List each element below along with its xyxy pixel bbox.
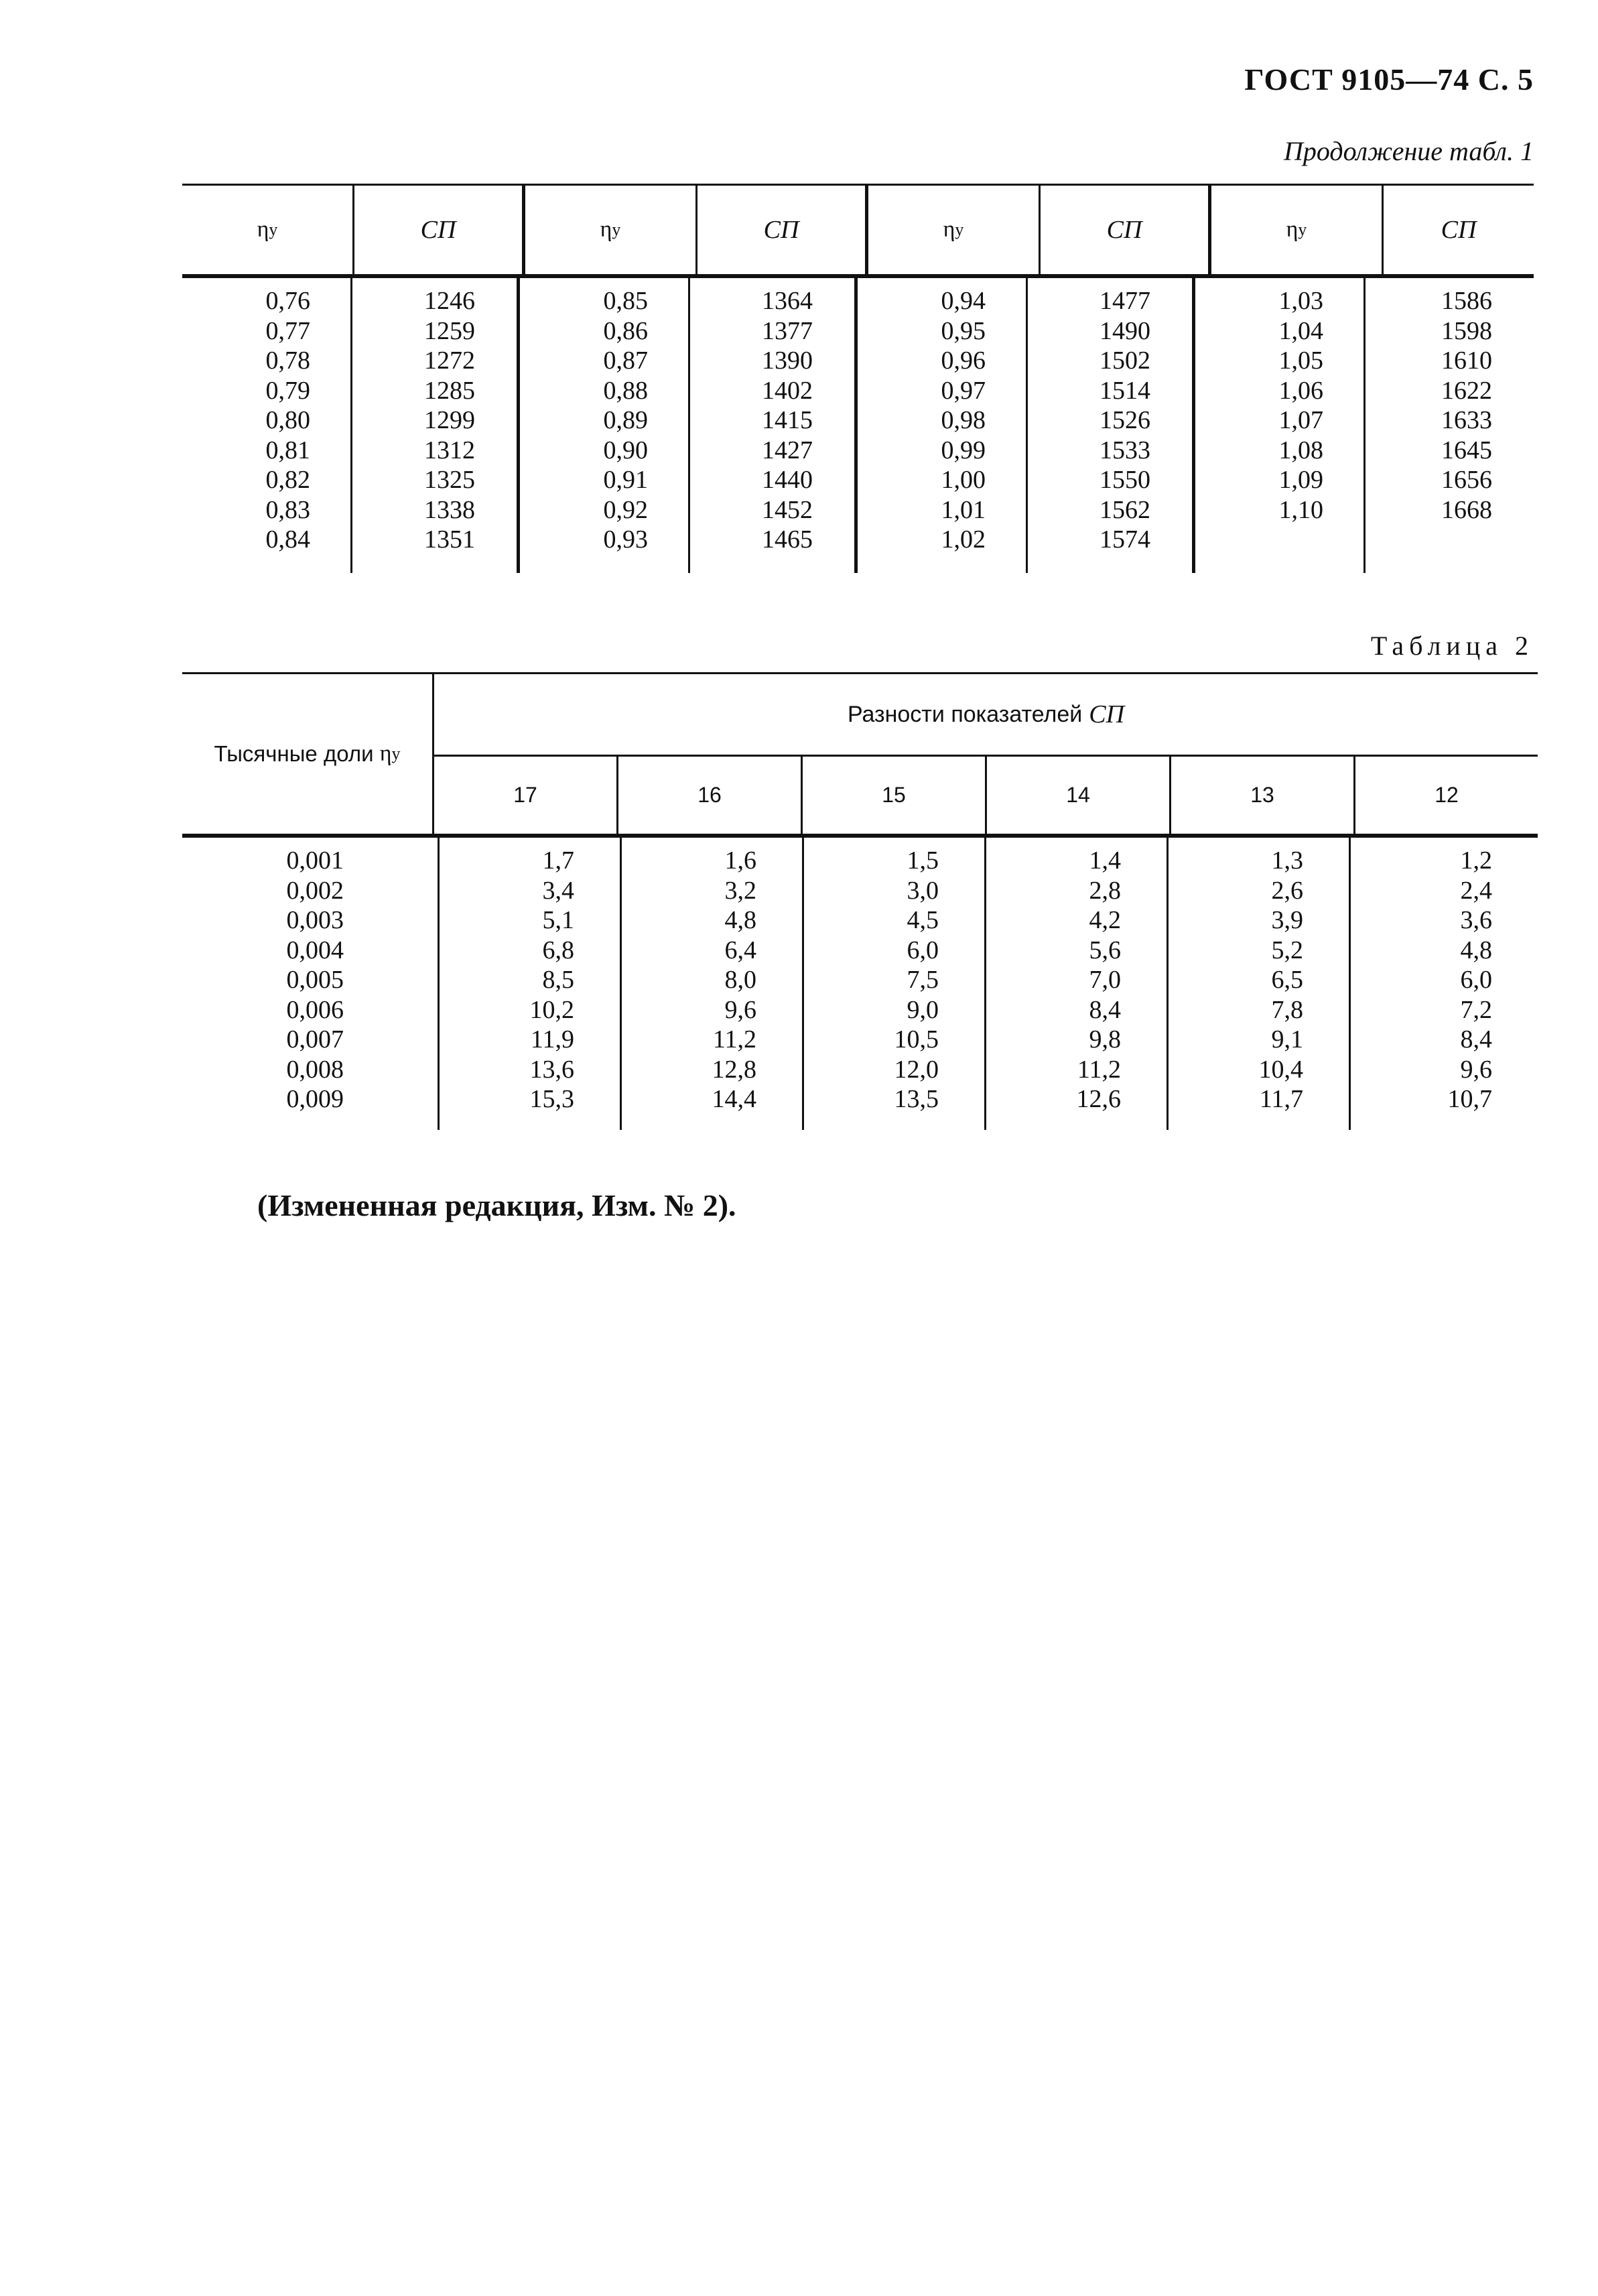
table1-cp-cell: 1427 — [762, 436, 813, 464]
table1-cp-cell: 1574 — [1100, 525, 1150, 554]
table2-row-label: 0,005 — [286, 966, 344, 994]
table2-group-header: Разности показателей СП — [434, 674, 1538, 757]
table1-eta-cell: 0,79 — [265, 376, 310, 405]
table2-row-label: 0,002 — [286, 876, 344, 905]
table1-cp-column — [352, 278, 520, 573]
table1-eta-cell: 0,84 — [265, 525, 310, 554]
table2-value-column — [804, 838, 986, 1130]
table1-eta-cell: 0,80 — [265, 406, 310, 434]
page-header: ГОСТ 9105—74 С. 5 — [1244, 62, 1534, 97]
table2-value-cell: 11,2 — [712, 1025, 756, 1054]
table2-row-label: 0,004 — [286, 936, 344, 964]
table2-value-cell: 13,6 — [529, 1055, 574, 1084]
table1-eta-cell: 0,82 — [265, 466, 310, 494]
table1-continuation-label: Продолжение табл. 1 — [1283, 136, 1534, 166]
table2-value-cell: 10,4 — [1258, 1055, 1303, 1084]
table1-eta-cell: 0,91 — [603, 466, 648, 494]
table2-value-cell: 7,0 — [1089, 966, 1121, 994]
table2-value-column — [440, 838, 622, 1130]
table1-eta-cell: 1,09 — [1278, 466, 1323, 494]
table2-value-cell: 2,4 — [1460, 876, 1492, 905]
table1-cp-cell: 1312 — [424, 436, 475, 464]
table1-eta-column — [520, 278, 690, 573]
table2-header — [182, 672, 1538, 838]
table1-cp-cell: 1526 — [1100, 406, 1150, 434]
table2-value-cell: 9,0 — [907, 995, 939, 1024]
table1-cp-cell: 1586 — [1441, 287, 1492, 315]
table1-cp-cell: 1622 — [1441, 376, 1492, 405]
table1-eta-cell: 1,05 — [1278, 346, 1323, 375]
table1-cp-cell: 1377 — [762, 316, 813, 345]
table1-cp-cell: 1465 — [762, 525, 813, 554]
table2-value-cell: 8,4 — [1089, 995, 1121, 1024]
table2-value-cell: 1,4 — [1089, 846, 1121, 875]
table2-value-cell: 8,5 — [542, 966, 574, 994]
table2-value-cell: 4,8 — [1460, 936, 1492, 964]
table1-cp-cell: 1325 — [424, 466, 475, 494]
table2-column-header: 15 — [803, 757, 987, 834]
table2-value-cell: 5,1 — [542, 906, 574, 934]
table2-value-cell: 9,6 — [724, 995, 756, 1024]
table2-value-cell: 5,6 — [1089, 936, 1121, 964]
table1-eta-cell: 1,07 — [1278, 406, 1323, 434]
table1-cp-cell: 1299 — [424, 406, 475, 434]
table1-eta-cell: 0,92 — [603, 495, 648, 524]
table1-cp-cell: 1610 — [1441, 346, 1492, 375]
table1-cp-cell: 1656 — [1441, 466, 1492, 494]
table1-cp-cell: 1272 — [424, 346, 475, 375]
table1-eta-cell: 0,98 — [941, 406, 986, 434]
table2-value-cell: 3,2 — [724, 876, 756, 905]
table1-eta-cell: 0,96 — [941, 346, 986, 375]
table1-eta-column — [182, 278, 352, 573]
table2-row-label: 0,006 — [286, 995, 344, 1024]
table2-value-cell: 6,0 — [907, 936, 939, 964]
table1-cp-cell: 1390 — [762, 346, 813, 375]
table2-value-cell: 2,8 — [1089, 876, 1121, 905]
table2-value-cell: 10,2 — [529, 995, 574, 1024]
table2-caption: Таблица 2 — [1370, 631, 1534, 661]
table1-cp-cell: 1415 — [762, 406, 813, 434]
header-eta: η у — [868, 186, 1041, 274]
header-eta: η у — [1211, 186, 1384, 274]
header-eta: η у — [182, 186, 354, 274]
table2-value-cell: 14,4 — [712, 1085, 756, 1113]
table1-cp-cell: 1502 — [1100, 346, 1150, 375]
table2-value-cell: 1,3 — [1271, 846, 1303, 875]
table2-value-cell: 13,5 — [894, 1085, 939, 1113]
table1-eta-cell: 0,78 — [265, 346, 310, 375]
table2-row-label: 0,008 — [286, 1055, 344, 1084]
table1-cp-cell: 1402 — [762, 376, 813, 405]
table2-value-cell: 1,2 — [1460, 846, 1492, 875]
table2-value-cell: 7,5 — [907, 966, 939, 994]
table2-row-label: 0,001 — [286, 846, 344, 875]
table1-eta-cell: 1,03 — [1278, 287, 1323, 315]
table1-cp-cell: 1562 — [1100, 495, 1150, 524]
table2-value-cell: 8,0 — [724, 966, 756, 994]
table2-value-column — [1351, 838, 1538, 1130]
table2-column-headers — [434, 757, 1538, 834]
table2-value-column — [1169, 838, 1351, 1130]
table2-value-cell: 10,7 — [1447, 1085, 1492, 1113]
table2-column-header: 13 — [1171, 757, 1355, 834]
table1-eta-cell: 1,06 — [1278, 376, 1323, 405]
table2-row-label: 0,009 — [286, 1085, 344, 1113]
table2-value-cell: 1,5 — [907, 846, 939, 875]
table2-value-cell: 1,6 — [724, 846, 756, 875]
table1-eta-cell: 0,95 — [941, 316, 986, 345]
table2 — [182, 672, 1538, 1130]
table1-cp-cell: 1633 — [1441, 406, 1492, 434]
table1-eta-cell: 0,99 — [941, 436, 986, 464]
table1-eta-cell: 1,01 — [941, 495, 986, 524]
table2-row-header: Тысячные доли η у — [182, 674, 434, 834]
table1-eta-column — [1195, 278, 1366, 573]
table1-eta-cell: 0,89 — [603, 406, 648, 434]
table1-cp-cell: 1598 — [1441, 316, 1492, 345]
table2-value-cell: 7,2 — [1460, 995, 1492, 1024]
table1-cp-cell: 1338 — [424, 495, 475, 524]
table1-cp-cell: 1490 — [1100, 316, 1150, 345]
table2-value-cell: 4,8 — [724, 906, 756, 934]
table2-value-cell: 8,4 — [1460, 1025, 1492, 1054]
table2-value-cell: 12,8 — [712, 1055, 756, 1084]
table1-eta-cell: 0,93 — [603, 525, 648, 554]
table2-value-cell: 4,5 — [907, 906, 939, 934]
table1-cp-column — [690, 278, 858, 573]
table2-value-cell: 12,6 — [1076, 1085, 1121, 1113]
table1-eta-cell: 1,08 — [1278, 436, 1323, 464]
table1-eta-cell: 0,85 — [603, 287, 648, 315]
table2-value-column — [622, 838, 804, 1130]
table2-body — [182, 838, 1538, 1130]
table1-eta-cell: 0,90 — [603, 436, 648, 464]
table2-value-cell: 6,4 — [724, 936, 756, 964]
table1-cp-cell: 1452 — [762, 495, 813, 524]
table2-row-label: 0,003 — [286, 906, 344, 934]
table1-eta-cell: 0,94 — [941, 287, 986, 315]
table1-cp-cell: 1533 — [1100, 436, 1150, 464]
table2-value-cell: 6,5 — [1271, 966, 1303, 994]
revision-note: (Измененная редакция, Изм. № 2). — [257, 1188, 736, 1222]
table2-value-cell: 3,0 — [907, 876, 939, 905]
table1-eta-cell: 0,81 — [265, 436, 310, 464]
table2-column-header: 16 — [618, 757, 803, 834]
table2-column-header: 12 — [1435, 783, 1459, 807]
header-cp: СП — [1041, 186, 1211, 274]
table1 — [182, 184, 1534, 573]
table2-value-cell: 3,6 — [1460, 906, 1492, 934]
table2-value-cell: 11,9 — [530, 1025, 574, 1054]
table1-cp-cell: 1440 — [762, 466, 813, 494]
table2-value-cell: 3,4 — [542, 876, 574, 905]
table2-value-cell: 11,2 — [1077, 1055, 1121, 1084]
table1-cp-column — [1028, 278, 1195, 573]
table2-value-cell: 10,5 — [894, 1025, 939, 1054]
table1-eta-cell: 0,97 — [941, 376, 986, 405]
header-cp: СП — [697, 186, 868, 274]
table1-cp-cell: 1514 — [1100, 376, 1150, 405]
table1-eta-cell: 1,10 — [1278, 495, 1323, 524]
table2-value-cell: 5,2 — [1271, 936, 1303, 964]
table2-value-cell: 9,6 — [1460, 1055, 1492, 1084]
table1-cp-cell: 1351 — [424, 525, 475, 554]
table2-value-cell: 12,0 — [894, 1055, 939, 1084]
table2-value-cell: 4,2 — [1089, 906, 1121, 934]
table1-cp-cell: 1645 — [1441, 436, 1492, 464]
table1-header — [182, 184, 1534, 278]
table2-value-cell: 3,9 — [1271, 906, 1303, 934]
table2-value-cell: 11,7 — [1259, 1085, 1303, 1113]
table1-eta-cell: 1,04 — [1278, 316, 1323, 345]
table1-eta-column — [858, 278, 1028, 573]
table2-row-label: 0,007 — [286, 1025, 344, 1054]
table2-value-cell: 1,7 — [542, 846, 574, 875]
table1-cp-cell: 1285 — [424, 376, 475, 405]
table1-eta-cell: 0,76 — [265, 287, 310, 315]
table2-row-label-column — [182, 838, 440, 1130]
table2-value-cell: 6,0 — [1460, 966, 1492, 994]
table2-value-cell: 9,1 — [1271, 1025, 1303, 1054]
table1-eta-cell: 0,77 — [265, 316, 310, 345]
header-eta: η у — [525, 186, 697, 274]
table2-value-cell: 6,8 — [542, 936, 574, 964]
header-cp: СП — [354, 186, 525, 274]
table1-cp-column — [1366, 278, 1534, 573]
table1-eta-cell: 0,86 — [603, 316, 648, 345]
table1-cp-cell: 1364 — [762, 287, 813, 315]
table2-value-cell: 15,3 — [529, 1085, 574, 1113]
table1-cp-cell: 1259 — [424, 316, 475, 345]
table2-column-header: 14 — [987, 757, 1171, 834]
table1-eta-cell: 0,88 — [603, 376, 648, 405]
table1-eta-cell: 0,87 — [603, 346, 648, 375]
table1-body — [182, 278, 1534, 573]
table1-cp-cell: 1246 — [424, 287, 475, 315]
table1-eta-cell: 0,83 — [265, 495, 310, 524]
table1-cp-cell: 1477 — [1100, 287, 1150, 315]
table2-value-cell: 7,8 — [1271, 995, 1303, 1024]
table2-column-header: 17 — [434, 757, 618, 834]
table2-value-column — [986, 838, 1169, 1130]
table1-cp-cell: 1550 — [1100, 466, 1150, 494]
table1-eta-cell: 1,02 — [941, 525, 986, 554]
table2-value-cell: 9,8 — [1089, 1025, 1121, 1054]
header-cp: СП — [1441, 216, 1477, 244]
table1-eta-cell: 1,00 — [941, 466, 986, 494]
table2-value-cell: 2,6 — [1271, 876, 1303, 905]
table1-cp-cell: 1668 — [1441, 495, 1492, 524]
